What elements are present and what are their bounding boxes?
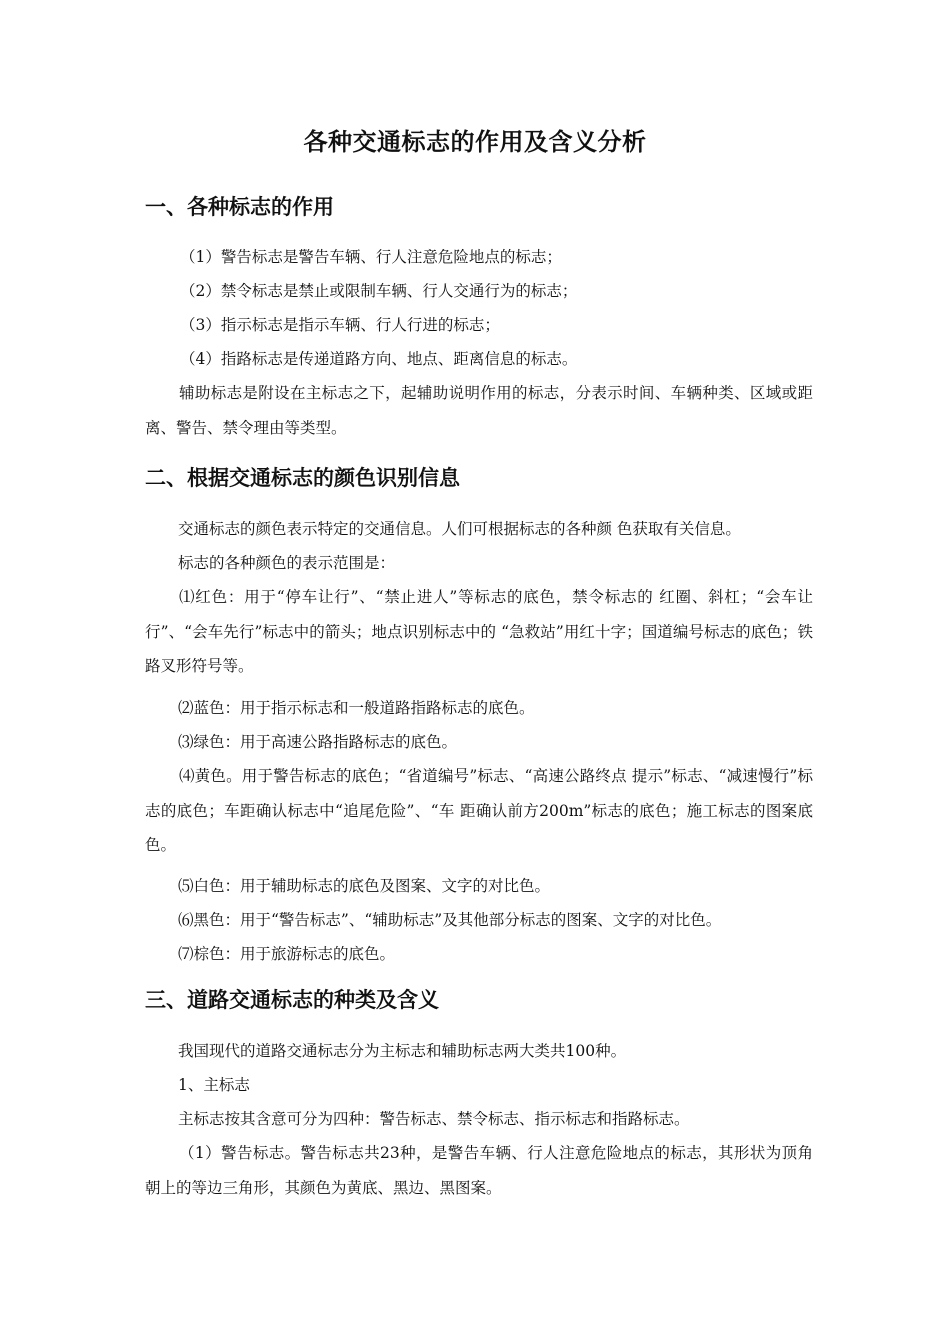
color-item-yellow: ⑷黄色。用于警告标志的底色；“省道编号”标志、“高速公路终点 提示”标志、“减速慢行”标志的底色；车距确认标志中“追尾危险”、“车 距确认前方200m”标志的底色；施工标志的图案底色。 [145,767,813,854]
color-item-blue: ⑵蓝色：用于指示标志和一般道路指路标志的底色。 [178,699,535,717]
section-heading-3: 三、道路交通标志的种类及含义 [145,987,439,1012]
color-item-brown: ⑺棕色：用于旅游标志的底色。 [178,945,396,963]
paragraph-main-signs: 主标志按其含意可分为四种：警告标志、禁令标志、指示标志和指路标志。 [178,1110,690,1128]
color-item-black: ⑹黑色：用于“警告标志”、“辅助标志”及其他部分标志的图案、文字的对比色。 [178,911,722,929]
section-heading-2: 二、根据交通标志的颜色识别信息 [145,465,460,490]
list-item: （4）指路标志是传递道路方向、地点、距离信息的标志。 [180,350,578,368]
subheading-main-signs: 1、主标志 [178,1076,250,1094]
paragraph-line: 交通标志的颜色表示特定的交通信息。人们可根据标志的各种颜 色获取有关信息。 [178,520,741,538]
list-item: （3）指示标志是指示车辆、行人行进的标志； [180,316,500,334]
paragraph-line: 标志的各种颜色的表示范围是： [178,554,396,572]
list-item: （1）警告标志是警告车辆、行人注意危险地点的标志； [180,248,562,266]
paragraph-auxiliary-signs: 辅助标志是附设在主标志之下，起辅助说明作用的标志，分表示时间、车辆种类、区域或距离、警告、禁令理由等类型。 [145,384,813,437]
color-item-red: ⑴红色：用于“停车让行”、“禁止进人”等标志的底色，禁令标志的 红圈、斜杠；“会车让行”、“会车先行”标志中的箭头；地点识别标志中的 “急救站”用红十字；国道编号标志的底色；铁路叉形符号等。 [145,588,813,675]
page-title: 各种交通标志的作用及含义分析 [303,127,647,156]
list-item: （2）禁令标志是禁止或限制车辆、行人交通行为的标志； [180,282,578,300]
section-heading-1: 一、各种标志的作用 [145,194,334,219]
paragraph-warning-signs: （1）警告标志。警告标志共23种，是警告车辆、行人注意危险地点的标志，其形状为顶角朝上的等边三角形，其颜色为黄底、黑边、黑图案。 [145,1144,813,1197]
color-item-green: ⑶绿色：用于高速公路指路标志的底色。 [178,733,458,751]
paragraph-intro: 我国现代的道路交通标志分为主标志和辅助标志两大类共100种。 [178,1042,627,1060]
color-item-white: ⑸白色：用于辅助标志的底色及图案、文字的对比色。 [178,877,551,895]
